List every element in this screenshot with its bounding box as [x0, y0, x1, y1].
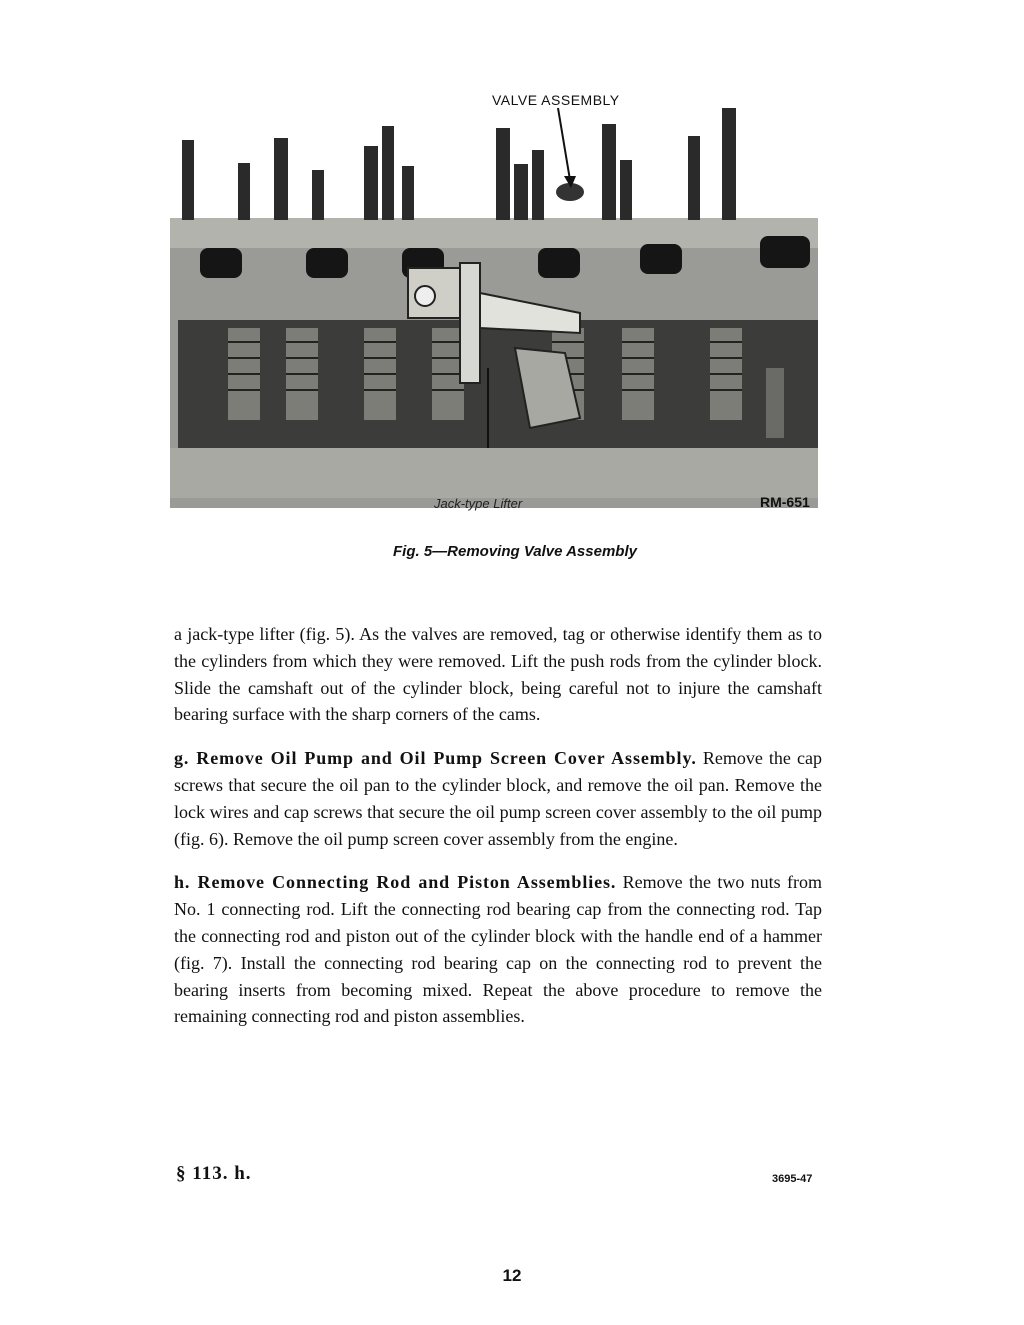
figure-5: [170, 88, 825, 528]
paragraph-heading: h. Remove Connecting Rod and Piston Assemblies.: [174, 872, 617, 893]
paragraph-h: [174, 869, 822, 1030]
document-code: 3695-47: [772, 1173, 813, 1185]
body-text: [174, 621, 822, 1047]
jack-type-lifter-label: Jack-type Lifter: [434, 496, 523, 511]
figure-ref-code: RM-651: [760, 494, 810, 510]
paragraph-continuation: [174, 621, 822, 728]
paragraph-text: Remove the cap screws that secure the oil pan to the cylinder block, and remove the oil pan. Remove the lock wires and cap screws that secure the oil pump screen cover assembly to the oil pump (fig. 6). Remove the oil pump screen cover assembly from the engine.: [174, 748, 822, 849]
valve-assembly-label: VALVE ASSEMBLY: [492, 92, 620, 108]
paragraph-text: a jack-type lifter (fig. 5). As the valves are removed, tag or otherwise identify them as to the cylinders from which they were removed. Lift the push rods from the cylinder block. Slide the camshaft out of the cylinder block, being careful not to injure the camshaft bearing surface with the sharp corners of the cams.: [174, 624, 822, 725]
page-number: 12: [502, 1266, 522, 1285]
paragraph-text: Remove the two nuts from No. 1 connecting rod. Lift the connecting rod bearing cap from the connecting rod. Tap the connecting rod and piston out of the cylinder block with the handle end of a hammer (fig. 7). Install the connecting rod bearing cap on the connecting rod to prevent the bearing inserts from becoming mixed. Repeat the above procedure to remove the remaining connecting rod and piston assemblies.: [174, 872, 822, 1027]
paragraph-heading: g. Remove Oil Pump and Oil Pump Screen Cover Assembly.: [174, 748, 697, 769]
paragraph-g: [174, 745, 822, 852]
figure-caption: Fig. 5—Removing Valve Assembly: [393, 543, 637, 560]
section-reference: § 113. h.: [176, 1163, 252, 1184]
engine-photo: [170, 88, 825, 508]
